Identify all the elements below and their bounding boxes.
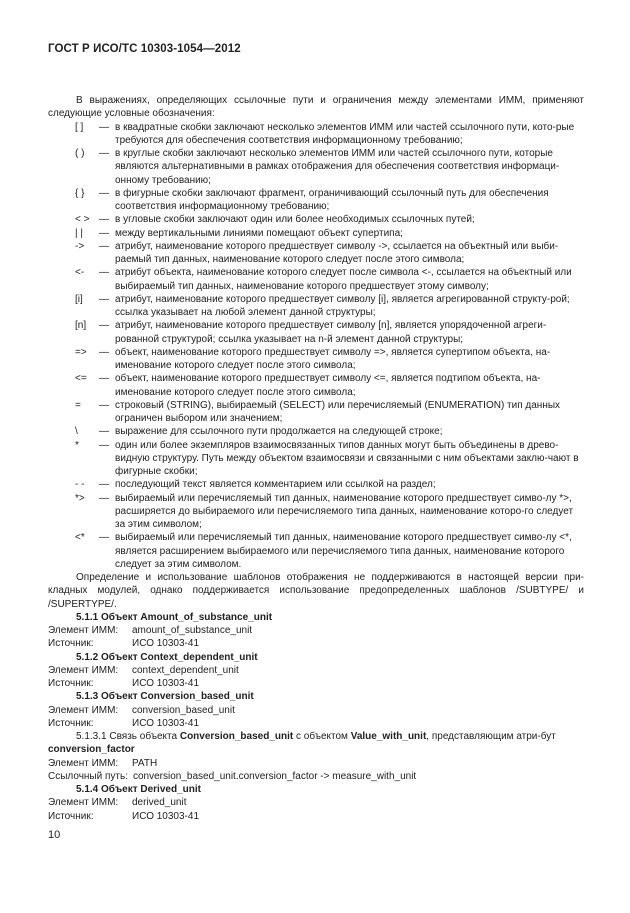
notation-item — [48, 213, 584, 226]
notation-text: выбираемый или перечисляемый тип данных, наименование которого предшествует симво-лу <*, является расширением выбираемого или перечисляемого типа данных, наименование которого следует за этим символом. — [115, 532, 572, 570]
section-element-value: amount_of_substance_unit — [132, 625, 253, 636]
templates-paragraph: Определение и использование шаблонов отображения не поддерживаются в настоящей версии при-кладных модулей, однако поддерживается использование предопределенных шаблонов /SUBTYPE/ и /SUPERTYPE/. — [48, 572, 584, 610]
notation-dash: — — [99, 479, 109, 491]
section-5-1-4-element-value: derived_unit — [132, 797, 187, 809]
notation-dash: — — [99, 373, 109, 385]
section-5-1-4-element-label: Элемент ИММ: — [48, 797, 119, 809]
section-source-row — [48, 717, 584, 730]
sub-bold-c: conversion_factor — [48, 744, 135, 756]
section-source-label: Источник: — [48, 678, 94, 689]
notation-text: в фигурные скобки заключают фрагмент, ограничивающий ссылочный путь для обеспечения соответствия информационному требованию; — [115, 187, 549, 212]
notation-dash: — — [99, 439, 109, 451]
notation-dash: — — [99, 346, 109, 358]
sub-element-label: Элемент ИММ: — [48, 757, 119, 769]
notation-item — [48, 399, 584, 426]
notation-dash: — — [99, 214, 109, 226]
notation-symbol: = — [75, 399, 81, 411]
notation-dash: — — [99, 121, 109, 133]
notation-item — [48, 346, 584, 373]
notation-dash: — — [99, 532, 109, 544]
notation-symbol: [n] — [75, 320, 87, 332]
notation-symbol: -> — [75, 240, 85, 252]
sub-bold-b: Value_with_unit — [350, 731, 427, 742]
notation-symbol: [i] — [75, 293, 83, 305]
notation-symbol: | | — [75, 227, 83, 239]
section-5-1-4-source-row — [48, 810, 584, 823]
section-list — [48, 611, 584, 730]
notation-symbol: [ ] — [75, 121, 84, 133]
section-source-value: ИСО 10303-41 — [132, 638, 200, 650]
section-title: 5.1.1 Объект Amount_of_substance_unit — [76, 611, 273, 623]
notation-item — [48, 266, 584, 293]
notation-item — [48, 425, 584, 438]
notation-symbol: < > — [75, 214, 90, 226]
notation-text: в квадратные скобки заключают несколько элементов ИММ или частей ссылочного пути, кото-рые требуются для обеспечения соответствия информационному требованию; — [115, 121, 575, 146]
notation-item — [48, 227, 584, 240]
section-source-value: ИСО 10303-41 — [132, 717, 200, 729]
notation-item — [48, 147, 584, 187]
section-element-row — [48, 664, 584, 677]
notation-symbol: *> — [75, 492, 85, 504]
section-5-1-4-element-row — [48, 796, 584, 809]
sub-path-value: conversion_based_unit.conversion_factor -> measure_with_unit — [132, 770, 417, 782]
notation-text: между вертикальными линиями помещают объект супертипа; — [115, 227, 403, 239]
sub-bold-a: Conversion_based_unit — [179, 731, 294, 742]
notation-text: строковый (STRING), выбираемый (SELECT) или перечисляемый (ENUMERATION) тип данных ограничен выбором или значением; — [115, 399, 561, 424]
sub-text-b: с объектом — [293, 731, 351, 742]
section-element-value: conversion_based_unit — [132, 704, 235, 716]
notation-symbol: * — [75, 439, 79, 451]
section-element-label: Элемент ИММ: — [48, 664, 119, 676]
notation-dash: — — [99, 240, 109, 252]
notation-symbol: <* — [75, 532, 85, 544]
notation-text: выражение для ссылочного пути продолжается на следующей строке; — [115, 426, 443, 438]
notation-dash: — — [99, 399, 109, 411]
notation-dash: — — [99, 187, 109, 199]
section-5-1-4-source-value: ИСО 10303-41 — [132, 810, 200, 822]
sub-text-c: , представляющим атри-бут — [426, 731, 556, 742]
notation-text: атрибут объекта, наименование которого следует после символа <-, ссылается на объектный или выбираемый тип данных, наименование которого предшествует этому символу; — [115, 267, 572, 292]
sub-element-value: PATH — [132, 757, 158, 769]
notation-dash: — — [99, 227, 109, 239]
notation-symbol: - - — [75, 479, 85, 491]
section-source-row — [48, 637, 584, 650]
notation-symbol: \ — [75, 426, 78, 438]
subsection-5-1-3-1 — [48, 730, 584, 757]
notation-symbol: { } — [75, 187, 85, 199]
notation-dash: — — [99, 148, 109, 159]
section-element-label: Элемент ИММ: — [48, 625, 119, 636]
notation-dash: — — [99, 426, 109, 438]
notation-text: атрибут, наименование которого предшествует символу ->, ссылается на объектный или выби-раемый тип данных, наименование которого следует после этого символа; — [115, 240, 559, 265]
notation-text: выбираемый или перечисляемый тип данных, наименование которого предшествует симво-лу *>, расширяется до выбираемого или перечисляемого типа данных, наименование которо-го следует за этим символом; — [115, 492, 574, 530]
notation-symbol: ( ) — [75, 148, 85, 159]
notation-symbol: <- — [75, 267, 85, 279]
sub-text-a: 5.1.3.1 Связь объекта — [76, 731, 180, 742]
notation-text: в угловые скобки заключают один или более необходимых ссылочных путей; — [115, 214, 475, 226]
section-element-row — [48, 704, 584, 717]
notation-text: последующий текст является комментарием или ссылкой на раздел; — [115, 479, 436, 491]
notation-dash: — — [99, 320, 109, 332]
section-source-label: Источник: — [48, 717, 94, 729]
notation-item — [48, 240, 584, 267]
section-5-1-4-source-label: Источник: — [48, 810, 94, 822]
section-source-value: ИСО 10303-41 — [132, 678, 200, 689]
notation-item — [48, 478, 584, 491]
notation-text: один или более экземпляров взаимосвязанных типов данных могут быть объединены в древо-видную структуру. Путь между объектом взаимосвязи и связанными с ним объектами заклю-чают в фигурные скобки; — [115, 439, 579, 477]
document-header: ГОСТ Р ИСО/ТС 10303-1054—2012 — [48, 43, 241, 55]
section-element-value: context_dependent_unit — [132, 664, 239, 676]
notation-item — [48, 319, 584, 346]
notation-list — [48, 121, 584, 572]
notation-item — [48, 293, 584, 320]
intro-paragraph: В выражениях, определяющих ссылочные пути и ограничения между элементами ИММ, применяют следующие условные обозначения: — [48, 95, 584, 120]
notation-item — [48, 187, 584, 214]
section-element-row — [48, 624, 584, 637]
notation-item — [48, 439, 584, 479]
section-title: 5.1.2 Объект Context_dependent_unit — [76, 651, 258, 663]
notation-text: атрибут, наименование которого предшествует символу [i], является агрегированной структу-рой; ссылка указывает на любой элемент данной структуры; — [115, 293, 570, 318]
sub-path-label: Ссылочный путь: — [48, 770, 128, 782]
section-5-1-4-title: 5.1.4 Объект Derived_unit — [76, 784, 201, 795]
notation-text: объект, наименование которого предшествует символу <=, является подтипом объекта, на-именование которого следует после этого символа; — [115, 373, 541, 398]
notation-dash: — — [99, 267, 109, 279]
notation-dash: — — [99, 492, 109, 504]
section-element-label: Элемент ИММ: — [48, 704, 119, 716]
notation-item — [48, 121, 584, 148]
notation-text: объект, наименование которого предшествует символу =>, является супертипом объекта, на-именование которого следует после этого символа; — [115, 346, 551, 371]
notation-item — [48, 531, 584, 571]
section-source-label: Источник: — [48, 638, 94, 650]
notation-symbol: => — [75, 346, 87, 358]
sub-element-row — [48, 757, 584, 770]
notation-text: в круглые скобки заключают несколько элементов ИММ или частей ссылочного пути, которые являются альтернативными в рамках отображения для обеспечения соответствия информаци-онному требованию; — [115, 148, 560, 186]
section-source-row — [48, 677, 584, 690]
section-title: 5.1.3 Объект Conversion_based_unit — [76, 691, 254, 703]
notation-text: атрибут, наименование которого предшествует символу [n], является упорядоченной агреги-рованной структурой; ссылка указывает на n-й элемент данной структуры; — [115, 320, 547, 345]
notation-item — [48, 492, 584, 532]
notation-item — [48, 372, 584, 399]
notation-dash: — — [99, 293, 109, 305]
sub-path-row — [48, 770, 584, 783]
notation-symbol: <= — [75, 373, 87, 385]
page-number: 10 — [48, 829, 61, 841]
page-content — [48, 94, 584, 823]
